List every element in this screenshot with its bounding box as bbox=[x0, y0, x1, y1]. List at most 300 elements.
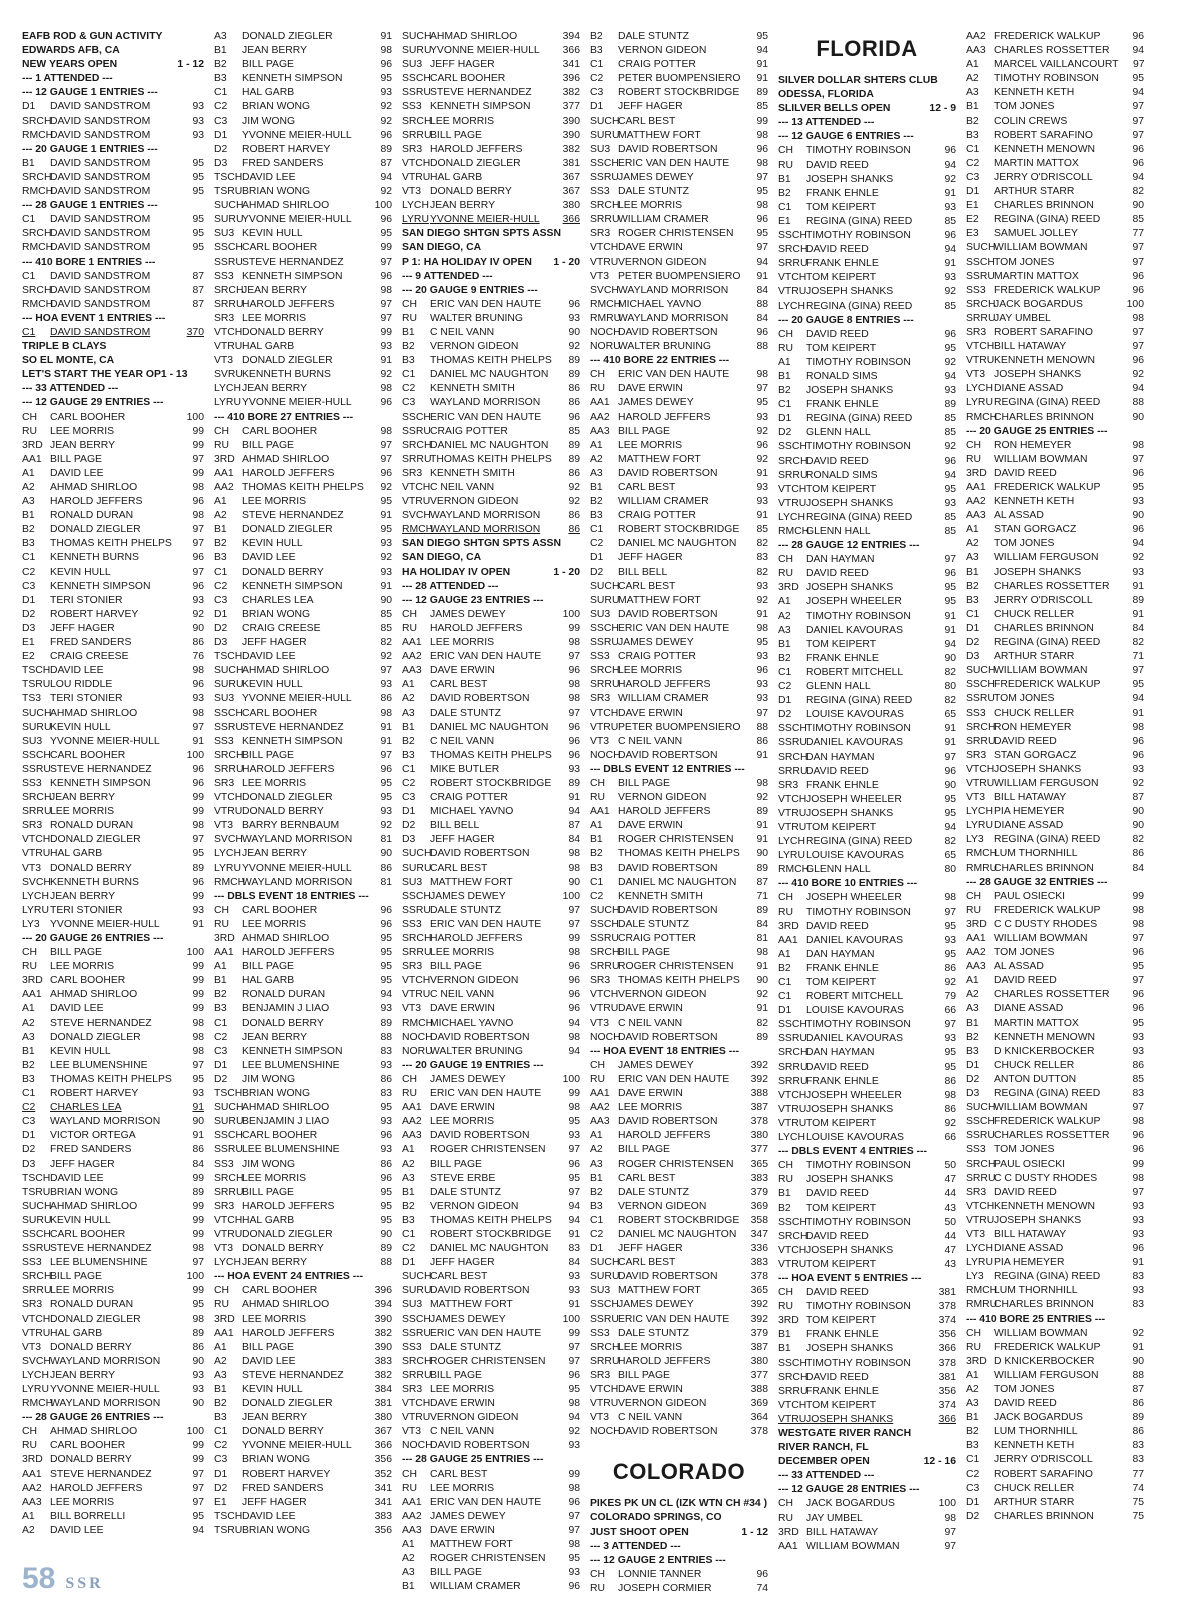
shooter-name: JAMES DEWEY bbox=[618, 171, 694, 183]
shoot-title bbox=[778, 1455, 956, 1469]
score: 98 bbox=[568, 637, 580, 649]
shooter-name: MATTHEW FORT bbox=[618, 1285, 701, 1297]
score: 98 bbox=[756, 129, 768, 141]
result-row bbox=[214, 1087, 392, 1101]
shooter-name: REGINA (GINA) REED bbox=[994, 1088, 1101, 1100]
class-code: VTCH bbox=[966, 1200, 995, 1212]
result-row bbox=[966, 100, 1144, 114]
section-heading bbox=[778, 1145, 956, 1159]
class-code: B1 bbox=[22, 1045, 35, 1057]
score: 93 bbox=[380, 1144, 392, 1156]
class-code: SRCH bbox=[22, 115, 52, 127]
result-row bbox=[214, 213, 392, 227]
result-row bbox=[402, 1002, 580, 1016]
score: 390 bbox=[374, 1341, 392, 1353]
result-row bbox=[590, 58, 768, 72]
shooter-name: MIKE BUTLER bbox=[430, 763, 500, 775]
shooter-name: DONALD ZIEGLER bbox=[242, 355, 333, 367]
class-code: LYRU bbox=[22, 1384, 49, 1395]
result-row bbox=[966, 1214, 1144, 1228]
score: 93 bbox=[944, 934, 956, 946]
result-row bbox=[22, 1468, 204, 1482]
shooter-name: MATTHEW FORT bbox=[618, 129, 701, 141]
score: 86 bbox=[1132, 848, 1144, 860]
result-row bbox=[966, 1045, 1144, 1059]
section-heading bbox=[22, 199, 204, 213]
shooter-name: REGINA (GINA) REED bbox=[806, 836, 913, 848]
score: 91 bbox=[756, 820, 768, 832]
score: 91 bbox=[1132, 707, 1144, 719]
results-page bbox=[22, 30, 1188, 1594]
score: 88 bbox=[1132, 1369, 1144, 1381]
class-code: SSCH bbox=[590, 1299, 619, 1311]
score: 97 bbox=[192, 1257, 204, 1269]
class-code: A1 bbox=[966, 975, 979, 987]
results-column-5 bbox=[774, 30, 962, 1565]
score: 93 bbox=[380, 341, 392, 353]
heading-text: --- 9 ATTENDED --- bbox=[402, 270, 493, 282]
class-code: AA1 bbox=[402, 1496, 422, 1508]
class-code: SR3 bbox=[22, 1299, 43, 1311]
class-code: A1 bbox=[214, 1341, 227, 1353]
result-row bbox=[214, 72, 392, 86]
score: 95 bbox=[192, 186, 204, 198]
class-code: A1 bbox=[778, 596, 791, 608]
result-row bbox=[402, 1425, 580, 1439]
score: 89 bbox=[756, 1031, 768, 1043]
result-row bbox=[966, 368, 1144, 382]
result-row bbox=[214, 1031, 392, 1045]
shooter-name: ERIC VAN DEN HAUTE bbox=[618, 1073, 730, 1085]
shooter-name: VICTOR ORTEGA bbox=[50, 1130, 136, 1142]
score: 97 bbox=[756, 383, 768, 395]
class-code: CH bbox=[778, 1160, 794, 1172]
result-row bbox=[966, 58, 1144, 72]
class-code: B2 bbox=[214, 989, 227, 1001]
result-row bbox=[402, 495, 580, 509]
score: 87 bbox=[192, 270, 204, 282]
shooter-name: DAVID REED bbox=[806, 920, 869, 932]
score: 96 bbox=[1132, 467, 1144, 479]
score: 341 bbox=[562, 59, 580, 71]
class-code: C1 bbox=[966, 143, 980, 155]
score: 93 bbox=[568, 1130, 580, 1142]
result-row bbox=[590, 382, 768, 396]
result-row bbox=[778, 412, 956, 426]
score: 99 bbox=[192, 989, 204, 1001]
shooter-name: CHUCK RELLER bbox=[994, 707, 1075, 719]
score: 77 bbox=[1132, 1468, 1144, 1480]
result-row bbox=[590, 608, 768, 622]
score: 93 bbox=[756, 411, 768, 423]
score: 380 bbox=[750, 1355, 768, 1367]
class-code: RU bbox=[778, 342, 794, 354]
result-row bbox=[778, 440, 956, 454]
class-code: AA3 bbox=[966, 961, 986, 973]
result-row bbox=[22, 974, 204, 988]
score: 97 bbox=[944, 751, 956, 763]
class-code: B2 bbox=[590, 496, 603, 508]
class-code: LYCH bbox=[778, 300, 805, 312]
result-row bbox=[402, 1031, 580, 1045]
heading-text: --- 410 BORE 25 ENTRIES --- bbox=[966, 1313, 1106, 1325]
score: 94 bbox=[1132, 538, 1144, 550]
class-code: VTRU bbox=[214, 341, 243, 353]
score: 92 bbox=[944, 1117, 956, 1129]
class-code: B1 bbox=[778, 173, 791, 185]
shooter-name: CARL BEST bbox=[618, 580, 676, 592]
score: 97 bbox=[1132, 665, 1144, 677]
shooter-name: JEFF HAGER bbox=[242, 637, 307, 649]
score: 374 bbox=[938, 1315, 956, 1327]
result-row bbox=[966, 636, 1144, 650]
result-row bbox=[966, 72, 1144, 86]
score: 90 bbox=[192, 1398, 204, 1410]
result-row bbox=[966, 1468, 1144, 1482]
class-code: LY3 bbox=[22, 918, 40, 930]
score: 388 bbox=[750, 1088, 768, 1100]
score: 93 bbox=[568, 763, 580, 775]
score: 98 bbox=[1132, 918, 1144, 930]
class-code: A3 bbox=[590, 1158, 603, 1170]
score: 94 bbox=[1132, 171, 1144, 183]
heading-text: --- 33 ATTENDED --- bbox=[22, 383, 119, 395]
score: 96 bbox=[568, 1369, 580, 1381]
score: 89 bbox=[1132, 594, 1144, 606]
class-code: CH bbox=[214, 904, 230, 916]
result-row bbox=[402, 1397, 580, 1411]
result-row bbox=[590, 819, 768, 833]
score: 97 bbox=[568, 651, 580, 663]
class-code: SSCH bbox=[778, 723, 807, 735]
class-code: SRCH bbox=[778, 455, 808, 467]
class-code: SRCH bbox=[22, 1271, 52, 1283]
score: 97 bbox=[1132, 256, 1144, 268]
class-code: LY3 bbox=[966, 1271, 984, 1283]
class-code: SRCH bbox=[402, 933, 432, 944]
section-heading bbox=[966, 425, 1144, 439]
shooter-name: RONALD DURAN bbox=[50, 1299, 134, 1311]
score: 86 bbox=[380, 1158, 392, 1170]
result-row bbox=[778, 595, 956, 609]
score: 96 bbox=[380, 918, 392, 930]
result-row bbox=[22, 1298, 204, 1312]
shooter-name: KENNETH BURNS bbox=[50, 552, 139, 564]
score: 98 bbox=[568, 1398, 580, 1410]
result-row bbox=[590, 312, 768, 326]
result-row bbox=[214, 115, 392, 129]
result-row bbox=[778, 426, 956, 440]
shooter-name: DAVID ROBERTSON bbox=[618, 749, 718, 761]
result-row bbox=[402, 664, 580, 678]
shooter-name: TIMOTHY ROBINSON bbox=[806, 1357, 911, 1369]
class-code: AA1 bbox=[590, 1088, 610, 1100]
shooter-name: DONALD BERRY bbox=[242, 806, 324, 818]
class-code: SRCH bbox=[778, 1230, 808, 1242]
score: 365 bbox=[750, 1158, 768, 1170]
shooter-name: AHMAD SHIRLOO bbox=[430, 31, 518, 42]
score: 93 bbox=[568, 1271, 580, 1283]
result-row bbox=[402, 650, 580, 664]
result-row bbox=[214, 1002, 392, 1016]
class-code: NORU bbox=[590, 341, 621, 353]
result-row bbox=[590, 735, 768, 749]
score: 98 bbox=[380, 383, 392, 395]
class-code: VTCH bbox=[778, 1399, 807, 1411]
class-code: SRRU bbox=[778, 1385, 808, 1397]
class-code: RU bbox=[402, 1088, 418, 1100]
result-row bbox=[22, 735, 204, 749]
shooter-name: FRANK EHNLE bbox=[806, 962, 879, 974]
result-row bbox=[778, 807, 956, 821]
score: 92 bbox=[944, 977, 956, 988]
score: 96 bbox=[1132, 947, 1144, 959]
shooter-name: TIMOTHY ROBINSON bbox=[806, 441, 911, 453]
shooter-name: RONALD DURAN bbox=[50, 510, 134, 522]
shooter-name: DANIEL KAVOURAS bbox=[806, 1033, 904, 1045]
score: 93 bbox=[380, 87, 392, 99]
result-row bbox=[22, 1214, 204, 1228]
score: 93 bbox=[380, 566, 392, 578]
class-code: SS3 bbox=[214, 735, 234, 747]
result-row bbox=[22, 1087, 204, 1101]
result-row bbox=[778, 173, 956, 187]
result-row bbox=[22, 284, 204, 298]
result-row bbox=[966, 1298, 1144, 1312]
result-row bbox=[778, 694, 956, 708]
heading-text: --- 28 GAUGE 1 ENTRIES --- bbox=[22, 200, 158, 212]
result-row bbox=[778, 1202, 956, 1216]
shooter-name: ERIC VAN DEN HAUTE bbox=[430, 1327, 542, 1339]
class-code: SRRU bbox=[778, 469, 808, 481]
shooter-name: TOM KEIPERT bbox=[806, 1258, 877, 1270]
shooter-name: TOM KEIPERT bbox=[806, 1315, 877, 1327]
shooter-name: TOM KEIPERT bbox=[806, 342, 877, 354]
section-heading bbox=[778, 1272, 956, 1286]
result-row bbox=[22, 1341, 204, 1355]
class-code: SRCH bbox=[778, 751, 808, 763]
result-row bbox=[22, 411, 204, 425]
class-code: SR3 bbox=[402, 1384, 423, 1395]
result-row bbox=[22, 467, 204, 481]
shooter-name: ROBERT MITCHELL bbox=[806, 666, 904, 678]
class-code: LYRU bbox=[214, 397, 241, 409]
shooter-name: DONALD BERRY bbox=[242, 1017, 324, 1029]
result-row bbox=[590, 199, 768, 213]
score: 99 bbox=[568, 1468, 580, 1480]
result-row bbox=[402, 86, 580, 100]
score: 95 bbox=[380, 1186, 392, 1198]
result-row bbox=[214, 678, 392, 692]
shooter-name: STEVE HERNANDEZ bbox=[50, 1243, 152, 1255]
class-code: C1 bbox=[22, 214, 36, 226]
score: 93 bbox=[568, 1440, 580, 1452]
class-code: D1 bbox=[214, 608, 228, 620]
score: 96 bbox=[1132, 1130, 1144, 1142]
score: 91 bbox=[1132, 1257, 1144, 1269]
class-code: C1 bbox=[402, 369, 416, 381]
class-code: CH bbox=[22, 1426, 38, 1438]
shooter-name: BILL PAGE bbox=[618, 947, 670, 959]
score: 93 bbox=[1132, 1200, 1144, 1212]
score: 88 bbox=[756, 341, 768, 353]
shooter-name: CHARLES BRINNON bbox=[994, 622, 1094, 634]
shooter-name: RONALD DURAN bbox=[242, 989, 326, 1001]
score: 94 bbox=[568, 1412, 580, 1424]
score: 99 bbox=[192, 1003, 204, 1015]
shooter-name: C NEIL VANN bbox=[430, 482, 495, 493]
shooter-name: JOSEPH SHANKS bbox=[806, 385, 894, 397]
result-row bbox=[966, 960, 1144, 974]
result-row bbox=[778, 356, 956, 370]
result-row bbox=[590, 1214, 768, 1228]
result-row bbox=[402, 1017, 580, 1031]
score: 96 bbox=[944, 568, 956, 580]
class-code: SSCH bbox=[966, 256, 995, 268]
shooter-name: ARTHUR STARR bbox=[994, 651, 1075, 663]
score: 90 bbox=[944, 652, 956, 664]
shooter-name: HAL GARB bbox=[50, 1327, 103, 1339]
class-code: C1 bbox=[590, 524, 604, 536]
result-row bbox=[778, 680, 956, 694]
class-code: SVCH bbox=[590, 284, 619, 296]
score: 95 bbox=[1132, 961, 1144, 973]
section-heading bbox=[778, 88, 956, 102]
result-row bbox=[214, 1242, 392, 1256]
result-row bbox=[214, 185, 392, 199]
result-row bbox=[214, 918, 392, 932]
score: 95 bbox=[944, 596, 956, 608]
score: 82 bbox=[1132, 834, 1144, 846]
result-row bbox=[402, 509, 580, 523]
shooter-name: TIMOTHY ROBINSON bbox=[806, 1160, 911, 1172]
shooter-name: WAYLAND MORRISON bbox=[430, 524, 541, 536]
score: 98 bbox=[944, 892, 956, 904]
result-row bbox=[22, 270, 204, 284]
score: 84 bbox=[192, 1158, 204, 1170]
class-code: A3 bbox=[22, 496, 35, 508]
shooter-name: CRAIG POTTER bbox=[618, 933, 696, 944]
shooter-name: ROBERT STOCKBRIDGE bbox=[430, 777, 552, 789]
shooter-name: KENNETH BURNS bbox=[50, 876, 139, 888]
score: 98 bbox=[944, 1512, 956, 1524]
score: 85 bbox=[1132, 1073, 1144, 1085]
shooter-name: C C DUSTY RHODES bbox=[994, 1172, 1098, 1184]
shooter-name: FRED SANDERS bbox=[242, 157, 324, 169]
shooter-name: DONALD BERRY bbox=[242, 1243, 324, 1255]
shooter-name: DAVID LEE bbox=[242, 651, 296, 663]
result-row bbox=[214, 1200, 392, 1214]
score: 366 bbox=[562, 214, 580, 226]
score: 96 bbox=[944, 328, 956, 340]
result-row bbox=[214, 749, 392, 763]
shooter-name: TIMOTHY ROBINSON bbox=[806, 356, 911, 368]
result-row bbox=[966, 1017, 1144, 1031]
shooter-name: JOSEPH SHANKS bbox=[994, 369, 1082, 381]
shooter-name: FREDERICK WALKUP bbox=[994, 1341, 1101, 1353]
shooter-name: LEE MORRIS bbox=[430, 1482, 495, 1494]
result-row bbox=[402, 988, 580, 1002]
class-code: D2 bbox=[402, 820, 416, 832]
heading-text: SAN DIEGO SHTGN SPTS ASSN bbox=[402, 228, 561, 240]
result-row bbox=[214, 1496, 392, 1510]
score: 75 bbox=[1132, 1510, 1144, 1522]
result-row bbox=[778, 624, 956, 638]
score: 86 bbox=[1132, 1059, 1144, 1071]
shooter-name: JAMES DEWEY bbox=[430, 1313, 506, 1325]
shooter-name: JIM WONG bbox=[242, 1073, 296, 1085]
score: 98 bbox=[756, 157, 768, 169]
shoot-name: HA HOLIDAY IV OPEN bbox=[402, 566, 511, 578]
class-code: C1 bbox=[214, 566, 228, 578]
heading-text: --- 1 ATTENDED --- bbox=[22, 73, 113, 85]
score: 86 bbox=[568, 524, 580, 536]
result-row bbox=[214, 1298, 392, 1312]
shooter-name: KEVIN HULL bbox=[50, 721, 111, 733]
shooter-name: AHMAD SHIRLOO bbox=[242, 1299, 330, 1311]
class-code: VTRU bbox=[590, 721, 619, 733]
class-code: SR3 bbox=[22, 820, 43, 832]
class-code: E1 bbox=[778, 215, 791, 227]
score: 98 bbox=[1132, 439, 1144, 451]
shooter-name: DAVID LEE bbox=[242, 552, 296, 564]
score: 92 bbox=[1132, 369, 1144, 381]
class-code: 3RD bbox=[966, 467, 987, 479]
shooter-name: JEFF HAGER bbox=[430, 834, 495, 846]
result-row bbox=[966, 509, 1144, 523]
shooter-name: STEVE ERBE bbox=[430, 1172, 496, 1184]
class-code: A2 bbox=[590, 453, 603, 465]
result-row bbox=[214, 1228, 392, 1242]
shooter-name: BILL BORRELLI bbox=[50, 1510, 126, 1522]
shooter-name: VERNON GIDEON bbox=[430, 496, 519, 508]
score: 383 bbox=[374, 1355, 392, 1367]
shooter-name: CARL BOOHER bbox=[242, 1285, 318, 1297]
class-code: B3 bbox=[590, 510, 603, 522]
shooter-name: CARL BOOHER bbox=[50, 411, 126, 423]
result-row bbox=[966, 467, 1144, 481]
result-row bbox=[22, 566, 204, 580]
shooter-name: DALE STUNTZ bbox=[430, 707, 502, 719]
shooter-name: BILL PAGE bbox=[242, 961, 294, 973]
shooter-name: LEE MORRIS bbox=[50, 961, 115, 973]
shooter-name: DONALD BERRY bbox=[50, 1341, 132, 1353]
class-code: C2 bbox=[22, 566, 36, 578]
result-row bbox=[778, 1342, 956, 1356]
score: 90 bbox=[756, 975, 768, 987]
result-row bbox=[778, 1018, 956, 1032]
score: 86 bbox=[568, 383, 580, 395]
score: 98 bbox=[568, 693, 580, 705]
class-code: AA2 bbox=[214, 482, 234, 493]
result-row bbox=[966, 1369, 1144, 1383]
class-code: RU bbox=[966, 453, 982, 465]
class-code: AA1 bbox=[214, 947, 234, 959]
section-heading bbox=[22, 340, 204, 354]
shooter-name: ROGER CHRISTENSEN bbox=[618, 834, 734, 846]
class-code: TSCH bbox=[214, 171, 243, 183]
class-code: AA2 bbox=[590, 1102, 610, 1114]
result-row bbox=[966, 1327, 1144, 1341]
section-heading bbox=[966, 1313, 1144, 1327]
class-code: SR3 bbox=[402, 143, 423, 155]
result-row bbox=[22, 227, 204, 241]
shooter-name: TIMOTHY ROBINSON bbox=[806, 230, 911, 242]
result-row bbox=[590, 566, 768, 580]
section-heading bbox=[778, 539, 956, 553]
score: 92 bbox=[1132, 552, 1144, 564]
result-row bbox=[590, 805, 768, 819]
